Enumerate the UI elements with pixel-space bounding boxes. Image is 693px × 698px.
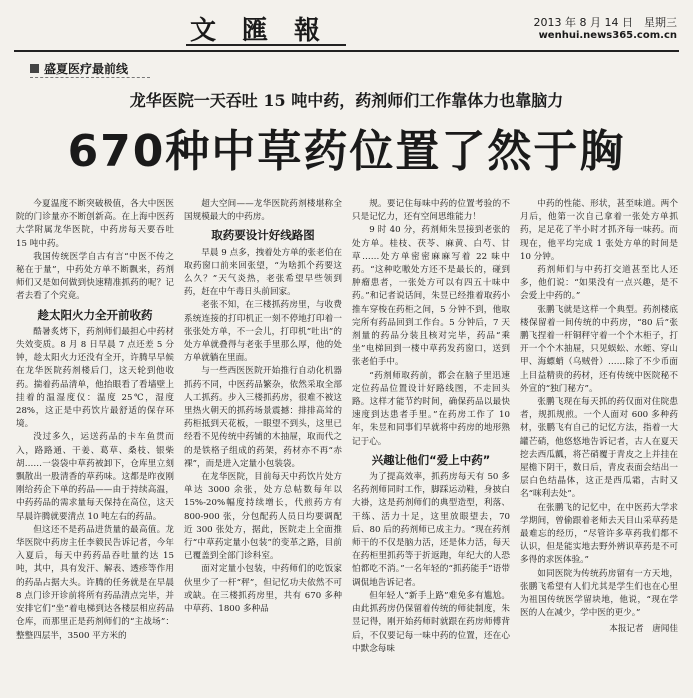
subheadline: 龙华医院一天吞吐 15 吨中药，药剂师们工作靠体力也靠脑力 bbox=[129, 91, 564, 110]
paragraph: 酷暑炙烤下，药剂师们最担心中药材失效变质。8 月 8 日早晨 7 点还差 5 分钟，趁太阳火力还没有全开，许腾早早候在龙华医院药剂楼后门，这天轮到他收药。揣着药品清单，他抬眼看了看墙壁上挂着的温湿度仪：温度 25℃，湿度 28%，这正是中药饮片最舒适的保存环境。 bbox=[16, 326, 174, 430]
article-column bbox=[184, 198, 342, 694]
paragraph: 张鹏飞现在每天抓的药仅面对住院患者，规抓规煎。一个人面对 600 多种药材，张鹏飞有自己的记忆方法，指着一大罐芒硝，他悠悠地告诉记者，古人在夏天挖去西瓜瓤，将芒硝覆于青皮之上并挂在屋檐下阴干，数日后，青皮表面会结出一层白色结晶体，这正是西瓜霜，古时又名“咪利去处”。 bbox=[520, 397, 678, 500]
paragraph: 在龙华医院，目前每天中药饮片处方单达 3000 余张，处方总帖数每年以 15%-20%幅度持续增长，代煎药方有 800-900 张，分包配药人员日均要调配近 300 张处方，据此，医院走上全面推行“中草药定量小包装”的变革之路，目前已覆盖到全部门诊科室。 bbox=[184, 472, 342, 562]
newspaper-title: 文匯報 bbox=[190, 16, 347, 46]
paragraph: 今夏温度不断突破极值，各大中医医院的门诊量亦不断创新高。在上海中医药大学附属龙华医院，中药房每天要吞吐 15 吨中药。 bbox=[16, 199, 174, 249]
article-column bbox=[16, 198, 174, 694]
website-url[interactable]: wenhui.news365.com.cn bbox=[538, 30, 677, 41]
paragraph: 老张不知，在三楼抓药房里，与收费系统连接的打印机正一刻不停地打印着一张张处方单，不一会儿，打印机“吐出”的处方单就叠得与老张手里那么厚，他的处方单就躺在里面。 bbox=[184, 300, 342, 364]
masthead-divider bbox=[14, 50, 679, 52]
section-rule bbox=[30, 77, 150, 78]
paragraph: 面对定量小包装，中药师们的吃饭家伙里少了一杆“秤”，但记忆功夫依然不可或缺。在三楼抓药房里，共有 670 多种中草药、1800 多种品 bbox=[184, 564, 342, 615]
section-heading: 趁太阳火力全开前收药 bbox=[37, 307, 153, 322]
masthead-rule bbox=[186, 44, 346, 46]
paragraph: 如同医院为传统药房留有一方天地，张鹏飞希望有人们尤其是学生们也在心里为祖国传统医学留块地，他说，“现在学医的人在减少，学中医的更少。” bbox=[520, 568, 678, 619]
byline: 本报记者 唐闻佳 bbox=[609, 623, 678, 634]
paragraph: 但这还不是药品进货量的最高值。龙华医院中药房主任李毅民告诉记者，今年入夏后，每天中药药品吞吐量约达 15 吨，其中，具有发汗、解表、透疹等作用的药品占据大头。许腾的任务就是在早晨 8 点门诊开诊前将所有药品清点完毕，并安排它们“坐”着电梯到达各楼层相应药品仓库，而那里正是药剂师们的“主战场”：整整四层半，3500 平方米的 bbox=[16, 524, 174, 641]
section-label bbox=[30, 60, 128, 77]
section-label-text: 盛夏医疗最前线 bbox=[44, 62, 129, 76]
headline: 670种中草药位置了然于胸 bbox=[67, 126, 626, 177]
article-column bbox=[352, 198, 510, 694]
paragraph: 超大空间——龙华医院药剂楼堪称全国规模最大的中药房。 bbox=[184, 199, 342, 223]
issue-date: 2013 年 8 月 14 日 星期三 bbox=[533, 16, 677, 29]
paragraph: 在张鹏飞的记忆中，在中医药大学求学期间，曾偷跟着老师去天目山采草药是最难忘的经历，“尽管许多草药我们都不认识，但是能实地去野外辨识草药是不可多得的求医体验。” bbox=[520, 502, 678, 566]
section-heading: 取药要设计好线路图 bbox=[211, 228, 315, 243]
paragraph: 规。要记住每味中药的位置考验的不只是记忆力，还有空间思维能力！ bbox=[352, 199, 510, 223]
paragraph: 没过多久，运送药品的卡车鱼贯而入，路路通、干姜、葛草、桑枝、银柴胡……一袋袋中草药被卸下，仓库里立刻飘散出一股清香的草药味。这都是昨夜刚刚给药企下单的药品——由于持续高温，中药药品的需求量每天保持在高位，这天早晨许腾就要清点 10 吨左右的药品。 bbox=[16, 432, 174, 522]
square-bullet-icon bbox=[30, 64, 39, 73]
article-column bbox=[520, 198, 678, 694]
paragraph: 为了提高效率，抓药房每天有 50 多名药剂师同时工作，脚踩运动鞋，身披白大褂，这是药剂师们的典型造型，利落、干练、活力十足，这里放眼望去，70 后、80 后的药剂师已成主力。“现在药剂师干的不仅是脑力活，还是体力活，每天在药柜里抓药等于折返跑，年纪大的人恐怕都吃不消。”一名年轻的“抓药能手”语带调侃地告诉记者。 bbox=[352, 472, 510, 588]
paragraph: 张鹏飞就是这样一个典型。药剂楼底楼保留着一间传统的中药房，“80 后”张鹏飞捏着一杆铜秤守着一个个木柜子，打开一个个木抽屉，只见蜈蚣、水蛭、穿山甲、海螵蛸（乌贼骨）……除了不少币面上目益精贵的药材，还有传统中医院秘不外宣的“独门秘方”。 bbox=[520, 304, 678, 394]
section-heading: 兴趣让他们“爱上中药” bbox=[371, 452, 491, 467]
paragraph: 但年轻人“新手上路”难免多有尴尬。由此抓药房仍保留着传统的师徒制度，朱昱记得，刚开始药师时就跟在药房师傅背后，不仅要记每一味中药的位置，还在心中默念每味 bbox=[352, 590, 510, 654]
paragraph: “药剂师取药前，都会在脑子里迅速定位药品位置设计好路线图，不走回头路。这样才能节约时间，确保药品以最快速度到达患者手里。”在药房工作了 10 年，朱昱和同事们早就将中药房的地形熟记于心。 bbox=[352, 370, 510, 447]
article-body bbox=[16, 198, 681, 694]
paragraph: 与一些西医医院开始推行自动化机器抓药不同，中医药品繁杂，依然采取全部人工抓药。步入三楼抓药房，很难不被这里热火朝天的抓药场景震撼：排排高耸的药柜抵到天花板，一眼望不到头，这里已经看不见传统中药铺的木抽屉，取而代之的是铁格子组成的药架，药材亦不再“赤裸”，而是进入定量小包装袋。 bbox=[184, 366, 342, 469]
masthead bbox=[0, 0, 693, 52]
paragraph: 中药的性能、形状，甚至味道。两个月后，他第一次自己拿着一张处方单抓药，足足花了半小时才抓齐每一味药。而现在，他平均完成 1 张处方单的时间是 10 分钟。 bbox=[520, 199, 678, 262]
paragraph: 药剂师们与中药打交道甚至比人还多，他们说：“如果没有一点兴趣，是不会爱上中药的。” bbox=[520, 265, 678, 302]
paragraph: 9 时 40 分，药剂师朱昱接到老张的处方单。桂枝、茯苓、麻黄、白芍、甘草……处方单密密麻麻写着 22 味中药。“这种吃嗷处方还不是最长的，碰到肿瘤患者，一张处方可以有四五十味中药。”和记者说话间，朱昱已经推着取药小推车穿梭在药柜之间，5 分钟不到，他取完所有药品回到工作台。5 分钟后，7 天剂量的药品分装且核对完毕，药品“乘坐”电梯回到一楼中草药发药窗口，送到张老伯手中。 bbox=[352, 225, 510, 368]
paragraph: 早晨 9 点多，拽着处方单的张老伯在取药窗口前来回张望，“为啥抓个药要这么久？”天气炎热，老张希望早些领到药，赶在中午毒日头前回家。 bbox=[184, 247, 342, 298]
paragraph: 我国传统医学自古有言“中医不传之秘在于量”，中药处方单不断飘来，药剂师们又是如何做到快速精准抓药的呢？记者去看了个究竟。 bbox=[16, 251, 174, 302]
